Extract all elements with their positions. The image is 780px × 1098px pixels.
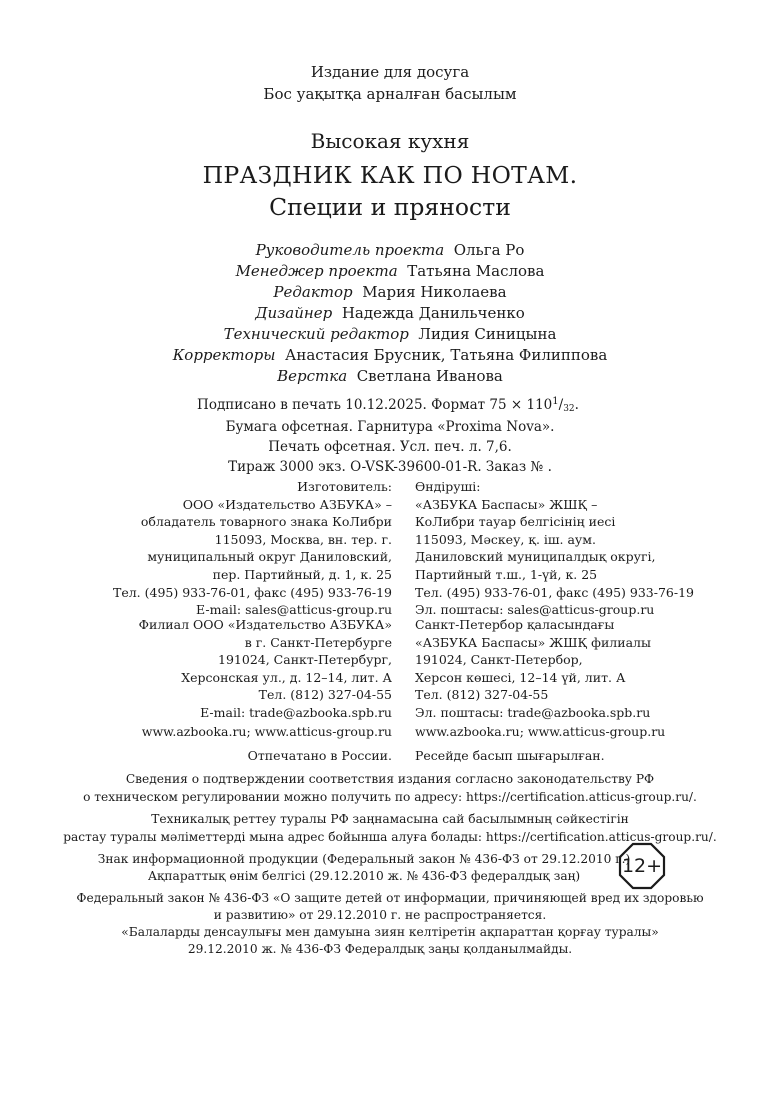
manufacturer-ru-line: Изготовитель:	[297, 479, 392, 494]
branch-ru	[139, 616, 392, 722]
credit-name: Татьяна Маслова	[407, 262, 545, 280]
print-info	[0, 395, 780, 477]
print-line-signed	[0, 395, 778, 417]
credit-line	[0, 303, 780, 324]
website-ru-link[interactable]: www.azbooka.ru; www.atticus-group.ru	[141, 724, 392, 739]
branch-ru-email: E-mail: trade@azbooka.spb.ru	[200, 704, 392, 720]
law-notice-line: и развитию» от 29.12.2010 г. не распространяется.	[213, 908, 547, 922]
format-numerator: 1	[552, 396, 559, 407]
manufacturer-kz-email: Эл. поштасы: sales@atticus-group.ru	[415, 602, 655, 618]
branch-kz-line: Херсон көшесі, 12–14 үй, лит. А	[415, 669, 626, 685]
credit-role: Руководитель проекта	[255, 241, 445, 259]
format-denominator: 32	[563, 404, 575, 414]
info-sign-ru: Знак информационной продукции (Федеральный закон № 436-ФЗ от 29.12.2010 г.)	[97, 852, 631, 866]
credit-line	[0, 366, 780, 387]
credit-role: Дизайнер	[255, 304, 333, 322]
print-line-paper: Бумага офсетная. Гарнитура «Proxima Nova».	[225, 419, 555, 435]
credit-line	[0, 240, 780, 261]
website-ru	[142, 723, 392, 741]
manufacturer-ru-email: E-mail: sales@atticus-group.ru	[196, 602, 392, 618]
credit-role: Технический редактор	[223, 325, 409, 343]
manufacturer-ru-line: пер. Партийный, д. 1, к. 25	[212, 566, 392, 582]
branch-ru-line: 191024, Санкт-Петербург,	[218, 652, 392, 668]
credit-name: Лидия Синицына	[418, 325, 557, 343]
branch-ru-line: Филиал ООО «Издательство АЗБУКА»	[138, 617, 392, 632]
credit-name: Светлана Иванова	[356, 367, 503, 385]
manufacturer-kz-line: Партийный т.ш., 1-үй, к. 25	[415, 566, 598, 582]
branch-kz	[415, 616, 651, 722]
branch-ru-phone: Тел. (812) 327-04-55	[258, 687, 392, 703]
manufacturer-kz-line: КоЛибри тауар белгісінің иесі	[415, 514, 616, 530]
manufacturer-kz-line: Өндіруші:	[415, 479, 481, 494]
credit-name: Анастасия Брусник, Татьяна Филиппова	[285, 346, 608, 364]
law-notice-line: 29.12.2010 ж. № 436-ФЗ Федералдық заңы қолданылмайды.	[187, 942, 573, 956]
credit-role: Редактор	[273, 283, 353, 301]
format-end: .	[574, 397, 579, 413]
website-kz-link[interactable]: www.azbooka.ru; www.atticus-group.ru	[415, 724, 666, 739]
printed-in-kz	[415, 747, 605, 765]
manufacturer-ru-line: ООО «Издательство АЗБУКА» –	[182, 496, 392, 512]
manufacturer-kz-line: «АЗБУКА Баспасы» ЖШҚ –	[415, 496, 598, 512]
manufacturer-kz	[415, 478, 694, 619]
book-title: ПРАЗДНИК КАК ПО НОТАМ.	[202, 161, 578, 189]
info-sign-kz: Ақпараттық өнім белгісі (29.12.2010 ж. № 436-ФЗ федералдық заң)	[147, 869, 581, 883]
branch-kz-line: «АЗБУКА Баспасы» ЖШҚ филиалы	[415, 634, 651, 650]
certification-kz-line: растау туралы мәліметтерді мына адрес бойынша алуға болады: https://certification.atticus-group.ru/.	[63, 830, 717, 844]
manufacturer-ru-phone: Тел. (495) 933-76-01, факс (495) 933-76-19	[113, 584, 392, 600]
credit-name: Ольга Ро	[453, 241, 525, 259]
branch-kz-line: Санкт-Петербор қаласындағы	[415, 617, 615, 632]
credit-line	[0, 324, 780, 345]
edition-type-kz: Бос уақытқа арналған басылым	[263, 85, 517, 103]
manufacturer-kz-phone: Тел. (495) 933-76-01, факс (495) 933-76-19	[415, 584, 694, 600]
manufacturer-ru-line: обладатель товарного знака КоЛибри	[140, 514, 392, 530]
manufacturer-kz-line: Даниловский муниципалдық округі,	[415, 549, 656, 565]
print-signed-text: Подписано в печать 10.12.2025. Формат 75 × 110	[197, 397, 553, 413]
credit-role: Верстка	[277, 367, 348, 385]
law-notice-line: Федеральный закон № 436-ФЗ «О защите детей от информации, причиняющей вред их здоровью	[76, 891, 704, 905]
law-notice-line: «Балаларды денсаулығы мен дамуына зиян келтіретін ақпараттан қорғау туралы»	[121, 925, 659, 939]
branch-kz-line: 191024, Санкт-Петербор,	[415, 652, 583, 668]
credit-role: Менеджер проекта	[235, 262, 398, 280]
age-rating-text: 12+	[621, 855, 663, 877]
print-line-circulation: Тираж 3000 экз. O-VSK-39600-01-R. Заказ № .	[228, 459, 552, 475]
manufacturer-ru-line: 115093, Москва, вн. тер. г.	[214, 531, 392, 547]
print-line-printing: Печать офсетная. Усл. печ. л. 7,6.	[268, 439, 512, 455]
format-slash: /	[558, 397, 564, 413]
credit-line	[0, 345, 780, 366]
credit-name: Надежда Данильченко	[341, 304, 525, 322]
branch-kz-email: Эл. поштасы: trade@azbooka.spb.ru	[415, 704, 651, 720]
series-name: Высокая кухня	[310, 129, 470, 153]
credit-line	[0, 282, 780, 303]
edition-type-ru: Издание для досуга	[310, 63, 470, 81]
printed-in-kz-text: Ресейде басып шығарылған.	[415, 748, 605, 763]
branch-ru-line: в г. Санкт-Петербурге	[244, 634, 392, 650]
credit-role: Корректоры	[172, 346, 276, 364]
age-rating-badge	[618, 842, 666, 890]
book-subtitle: Специи и пряности	[269, 193, 511, 221]
manufacturer-ru	[113, 478, 392, 619]
certification-ru-line: Сведения о подтверждении соответствия издания согласно законодательству РФ	[125, 772, 655, 786]
website-kz	[415, 723, 665, 741]
branch-ru-line: Херсонская ул., д. 12–14, лит. А	[181, 669, 392, 685]
credit-name: Мария Николаева	[362, 283, 507, 301]
manufacturer-kz-line: 115093, Мәскеу, қ. іш. аум.	[415, 531, 596, 547]
branch-kz-phone: Тел. (812) 327-04-55	[415, 687, 549, 703]
certification-kz-line: Техникалық реттеу туралы РФ заңнамасына сай басылымның сәйкестігін	[151, 812, 629, 826]
credit-line	[0, 261, 780, 282]
printed-in-ru-text: Отпечатано в России.	[247, 748, 392, 763]
printed-in-ru	[248, 747, 392, 765]
certification-ru-line: о техническом регулировании можно получить по адресу: https://certification.atticus-group.ru/.	[83, 790, 697, 804]
credits-block	[0, 240, 780, 387]
manufacturer-ru-line: муниципальный округ Даниловский,	[147, 549, 392, 565]
